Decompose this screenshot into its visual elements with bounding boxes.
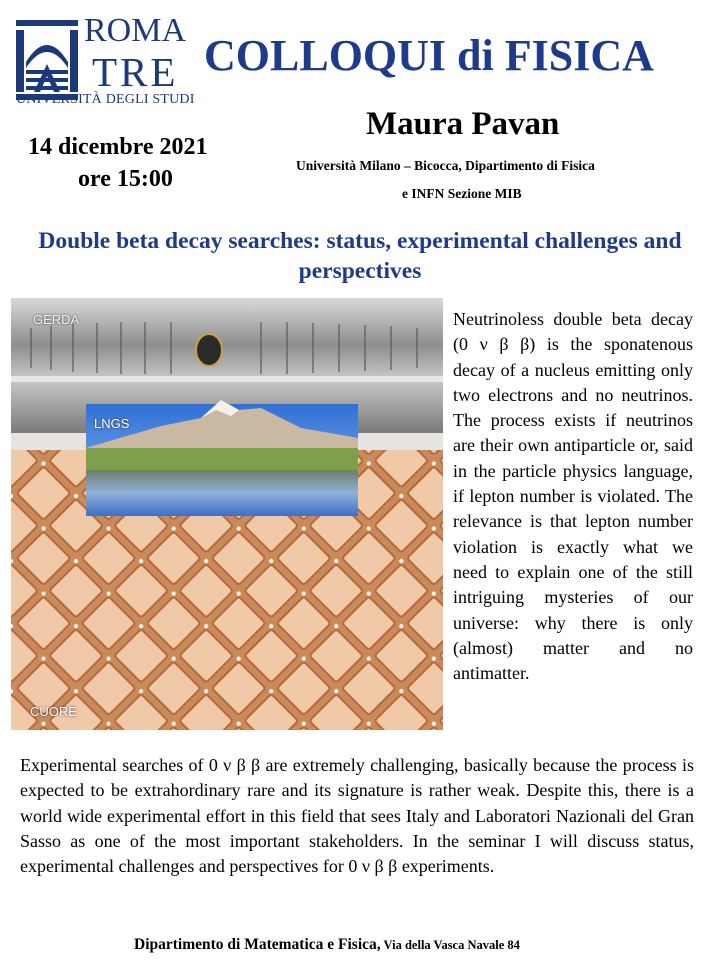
logo-tre-text: TRE bbox=[92, 49, 179, 95]
logo-university-text: UNIVERSITÀ DEGLI STUDI bbox=[16, 92, 195, 107]
speaker-affiliation-line1: Università Milano – Bicocca, Dipartimento di Fisica bbox=[296, 158, 595, 173]
speaker-affiliation-line2: e INFN Sezione MIB bbox=[402, 186, 522, 201]
footer-address: Via della Vasca Navale 84 bbox=[380, 938, 520, 952]
event-date: 14 dicembre 2021 bbox=[28, 134, 208, 160]
logo-roma-text: ROMA bbox=[84, 12, 187, 49]
lngs-label: LNGS bbox=[94, 416, 130, 431]
gerda-label: GERDA bbox=[33, 312, 80, 327]
collage-illustration bbox=[11, 298, 443, 730]
event-time: ore 15:00 bbox=[78, 166, 173, 192]
footer bbox=[134, 937, 520, 953]
abstract-side-paragraph: Neutrinoless double beta decay (0 ν β β) is the sponatenous decay of a nucleus emitting only two electrons and no neutrinos. The process exists if neutrinos are their own antiparticle or, said in the particle physics language, if lepton number is violated. The relevance is that lepton number violation is exactly what we need to explain one of the still intriguing mysteries of our universe: why there is only (almost) matter and no antimatter. bbox=[453, 309, 693, 684]
colloquium-title: COLLOQUI di FISICA bbox=[204, 31, 654, 80]
abstract-main-paragraph: Experimental searches of 0 ν β β are extremely challenging, basically because the process is expected to be extrahordinary rare and its signature is rather weak. Despite this, there is a world wide experimental effort in this field that sees Italy and Laboratori Nazionali del Gran Sasso as one of the most important stakeholders. In the seminar I will discuss status, experimental challenges and perspectives for 0 ν β β experiments. bbox=[20, 755, 694, 877]
talk-title: Double beta decay searches: status, experimental challenges and perspectives bbox=[38, 228, 682, 284]
cuore-label: CUORE bbox=[30, 704, 77, 719]
footer-department: Dipartimento di Matematica e Fisica, bbox=[134, 936, 381, 953]
experiment-photo-collage bbox=[11, 298, 443, 730]
speaker-name: Maura Pavan bbox=[366, 106, 560, 142]
